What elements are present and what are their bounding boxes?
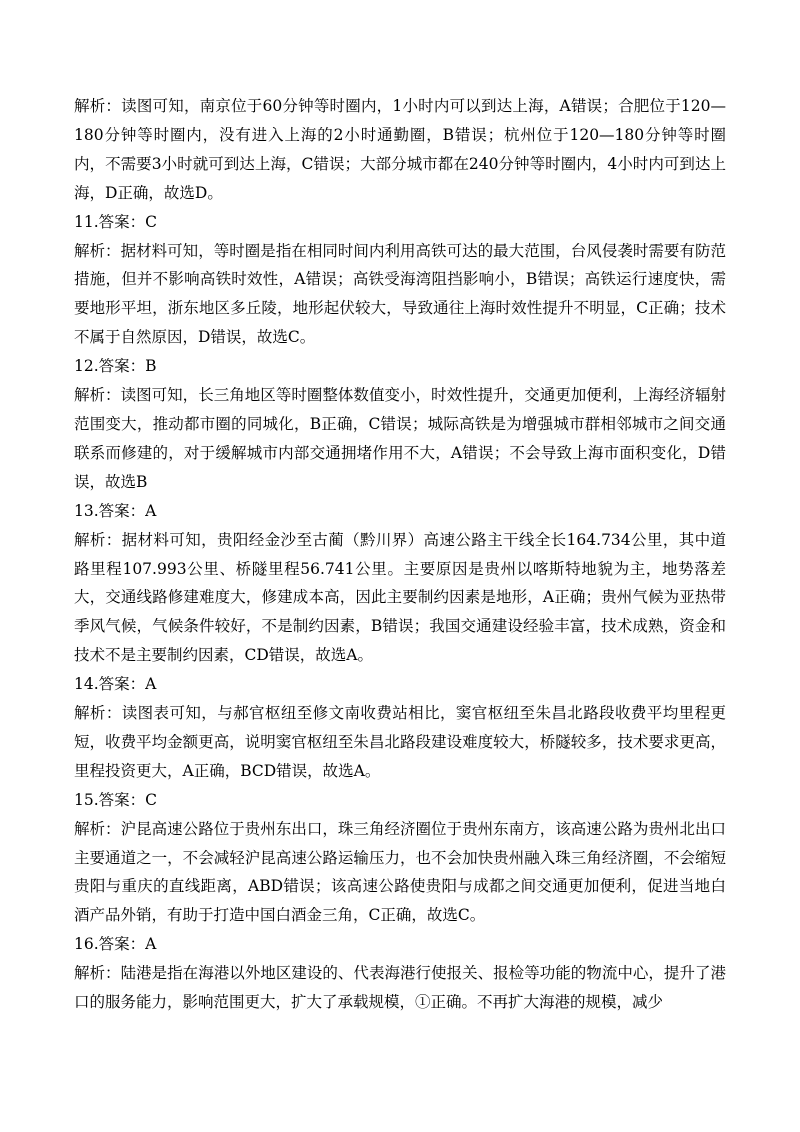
answer-13: 13.答案：A — [74, 501, 157, 520]
analysis-paragraph-11: 解析：据材料可知，等时圈是指在相同时间内利用高铁可达的最大范围，台风侵袭时需要有防范措施，但并不影响高铁时效性，A错误；高铁受海湾阻挡影响小，B错误；高铁运行速度快，需要地形平坦，浙东地区多丘陵，地形起伏较大，导致通往上海时效性提升不明显，C正确；技术不属于自然原因，D错误，故选C。 — [74, 241, 726, 347]
analysis-paragraph-13: 解析：据材料可知，贵阳经金沙至古蔺（黔川界）高速公路主干线全长164.734公里，其中道路里程107.993公里、桥隧里程56.741公里。主要原因是贵州以喀斯特地貌为主，地势落差大，交通线路修建难度大，修建成本高，因此主要制约因素是地形，A正确；贵州气候为亚热带季风气候，气候条件较好，不是制约因素，B错误；我国交通建设经验丰富，技术成熟，资金和技术不是主要制约因素，CD错误，故选A。 — [74, 530, 726, 665]
answer-11: 11.答案：C — [74, 212, 158, 231]
answer-14: 14.答案：A — [74, 675, 157, 694]
answer-15: 15.答案：C — [74, 790, 158, 809]
analysis-paragraph-14: 解析：读图表可知，与郝官枢纽至修文南收费站相比，窦官枢纽至朱昌北路段收费平均里程更短，收费平均金额更高，说明窦官枢纽至朱昌北路段建设难度较大，桥隧较多，技术要求更高，里程投资更大，A正确，BCD错误，故选A。 — [74, 704, 726, 780]
answer-12: 12.答案：B — [74, 357, 157, 376]
analysis-paragraph-10: 解析：读图可知，南京位于60分钟等时圈内，1小时内可以到达上海，A错误；合肥位于120—180分钟等时圈内，没有进入上海的2小时通勤圈，B错误；杭州位于120—180分钟等时圈内，不需要3小时就可到达上海，C错误；大部分城市都在240分钟等时圈内，4小时内可到达上海，D正确，故选D。 — [74, 97, 726, 202]
answer-16: 16.答案：A — [74, 935, 157, 954]
analysis-paragraph-12: 解析：读图可知，长三角地区等时圈整体数值变小，时效性提升，交通更加便利，上海经济辐射范围变大，推动都市圈的同城化，B正确，C错误；城际高铁是为增强城市群相邻城市之间交通联系而修建的，对于缓解城市内部交通拥堵作用不大，A错误；不会导致上海市面积变化，D错误，故选B — [74, 386, 726, 491]
analysis-paragraph-15: 解析：沪昆高速公路位于贵州东出口，珠三角经济圈位于贵州东南方，该高速公路为贵州北出口主要通道之一，不会减轻沪昆高速公路运输压力，也不会加快贵州融入珠三角经济圈，不会缩短贵阳与重庆的直线距离，ABD错误；该高速公路使贵阳与成都之间交通更加便利，促进当地白酒产品外销，有助于打造中国白酒金三角，C正确，故选C。 — [74, 819, 726, 925]
analysis-paragraph-16: 解析：陆港是指在海港以外地区建设的、代表海港行使报关、报检等功能的物流中心，提升了港口的服务能力，影响范围更大，扩大了承载规模，①正确。不再扩大海港的规模，减少 — [74, 964, 726, 1012]
